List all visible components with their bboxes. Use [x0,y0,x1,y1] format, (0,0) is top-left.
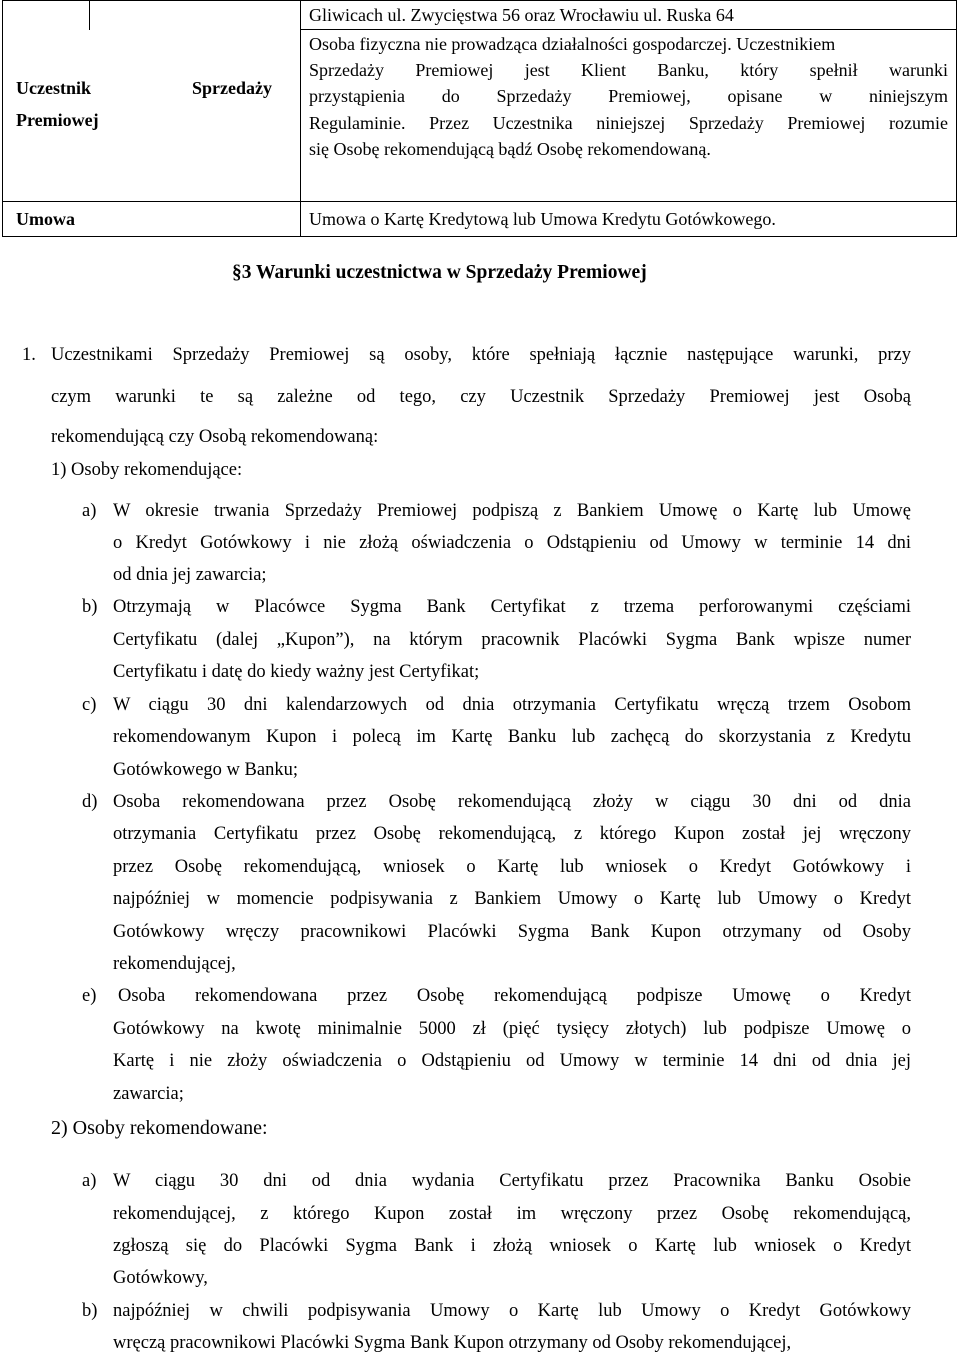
paragraph-line: Uczestnikami Sprzedaży Premiowej są osoby, które spełniają łącznie następujące warunki, przy [51,345,911,365]
list-item-line: rekomendującej, [113,954,236,974]
list-marker: e) [82,986,97,1006]
list-item-line: zawarcia; [113,1084,184,1104]
paragraph-line: rekomendującą czy Osobą rekomendowaną: [51,427,379,447]
list-item-line: Certyfikatu i datę do kiedy ważny jest Certyfikat; [113,662,480,682]
definition-cell [301,1,957,30]
section-heading: §3 Warunki uczestnictwa w Sprzedaży Premiowej [232,262,647,283]
list-item-line: Kartę i nie złoży oświadczenia o Odstąpieniu od Umowy w terminie 14 dni od dnia jej [113,1051,911,1071]
term-uczestnik: Uczestnik [16,77,91,98]
list-marker: b) [82,1301,98,1321]
list-item-line: przez Osobę rekomendującą, wniosek o Kartę lub wniosek o Kredyt Gotówkowy i [113,857,911,877]
table-row [3,202,957,237]
list-item-line: W okresie trwania Sprzedaży Premiowej podpiszą z Bankiem Umowę o Kartę lub Umowę [113,501,911,521]
list-item-line: Gotówkowy na kwotę minimalnie 5000 zł (pięć tysięcy złotych) lub podpisze Umowę o [113,1019,911,1039]
list-item-line: zgłoszą się do Placówki Sygma Bank i złożą wniosek o Kartę lub wniosek o Kredyt [113,1236,911,1256]
list-item-line: rekomendującej, z którego Kupon został im wręczony przez Osobę rekomendującą, [113,1204,911,1224]
definition-line: Regulaminie. Przez Uczestnika niniejszej Sprzedaży Premiowej rozumie [309,112,948,133]
list-item-line: od dnia jej zawarcia; [113,565,267,585]
list-marker: d) [82,792,98,812]
term-umowa: Umowa [16,208,75,229]
paragraph-line: czym warunki te są zależne od tego, czy Uczestnik Sprzedaży Premiowej jest Osobą [51,387,911,407]
list-marker: a) [82,1171,97,1191]
definitions-table [2,0,957,237]
list-item-line: o Kredyt Gotówkowy i nie złożą oświadczenia o Odstąpieniu od Umowy w terminie 14 dni [113,533,911,553]
definition-line: Sprzedaży Premiowej jest Klient Banku, który spełnił warunki [309,60,948,80]
list-item-line: Otrzymają w Placówce Sygma Bank Certyfikat z trzema perforowanymi częściami [113,597,911,617]
term-premiowej: Premiowej [16,109,99,130]
list-item-line: wręczą pracownikowi Placówki Sygma Bank Kupon otrzymany od Osoby rekomendującej, [113,1333,792,1353]
list-marker: a) [82,501,97,521]
definition-cell [301,202,957,237]
list-item-line: Gotówkowy wręczy pracownikowi Placówki Sygma Bank Kupon otrzymany od Osoby [113,922,911,942]
list-marker: b) [82,597,98,617]
list-item-line: Gotówkowy, [113,1268,208,1288]
term-cell [90,1,301,30]
list-item-line: otrzymania Certyfikatu przez Osobę rekomendującą, z którego Kupon został jej wręczony [113,824,911,844]
list-item-line: najpóźniej w chwili podpisywania Umowy o Kartę lub Umowy o Kredyt Gotówkowy [113,1301,911,1321]
list-item-line: W ciągu 30 dni kalendarzowych od dnia otrzymania Certyfikatu wręczą trzem Osobom [113,695,911,715]
subsection-label: 2) Osoby rekomendowane: [51,1117,268,1139]
definition-line: przystąpienia do Sprzedaży Premiowej, opisane w niniejszym [309,86,948,107]
definition-line: Osoba fizyczna nie prowadząca działalności gospodarczej. Uczestnikiem [309,34,836,54]
subsection-label: 1) Osoby rekomendujące: [51,460,243,480]
term-cell [3,30,301,202]
term-cell [3,1,90,30]
list-marker: c) [82,695,97,715]
definition-cell [301,30,957,202]
definition-line: się Osobę rekomendującą bądź Osobę rekomendowaną. [309,139,711,160]
definition-text: Umowa o Kartę Kredytową lub Umowa Kredytu Gotówkowego. [309,209,776,229]
list-item-line: rekomendowanym Kupon i polecą im Kartę Banku lub zachęcą do skorzystania z Kredytu [113,727,911,747]
definition-text: Gliwicach ul. Zwycięstwa 56 oraz Wrocławiu ul. Ruska 64 [309,5,734,25]
list-item-line: Osoba rekomendowana przez Osobę rekomendującą podpisze Umowę o Kredyt [118,986,911,1006]
paragraph-number: 1. [22,345,36,365]
list-item-line: Certyfikatu (dalej „Kupon”), na którym pracownik Placówki Sygma Bank wpisze numer [113,630,911,650]
list-item-line: W ciągu 30 dni od dnia wydania Certyfikatu przez Pracownika Banku Osobie [113,1171,911,1191]
table-row [3,1,957,30]
term-cell [3,202,301,237]
list-item-line: najpóźniej w momencie podpisywania z Bankiem Umowy o Kartę lub Umowy o Kredyt [113,889,911,909]
table-row [3,30,957,202]
list-item-line: Osoba rekomendowana przez Osobę rekomendującą złoży w ciągu 30 dni od dnia [113,792,911,812]
list-item-line: Gotówkowego w Banku; [113,760,298,780]
term-sprzedazy: Sprzedaży [192,77,272,98]
